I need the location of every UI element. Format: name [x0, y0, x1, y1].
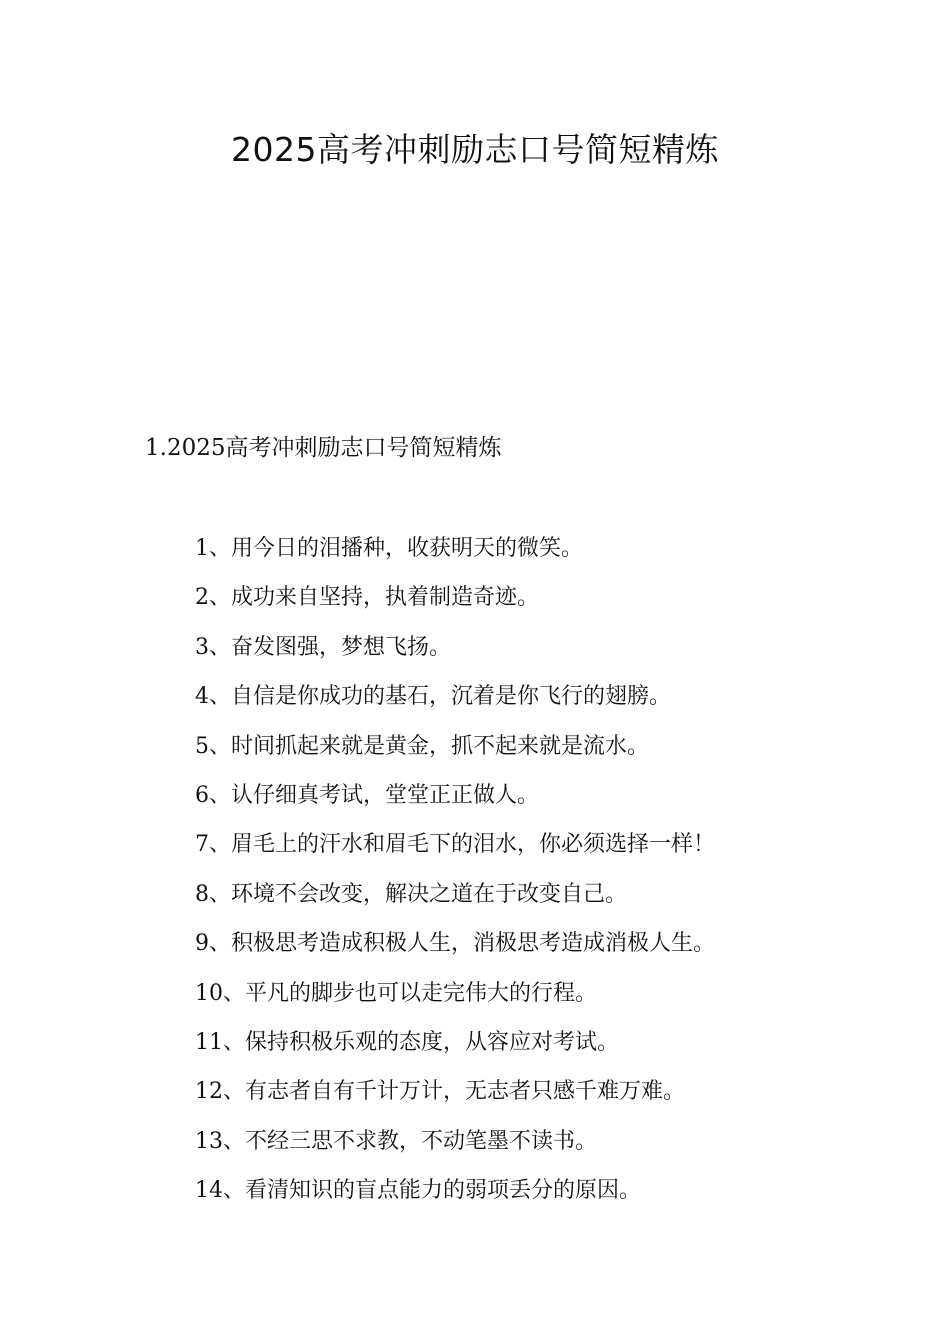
slogan-item: 10、平凡的脚步也可以走完伟大的行程。 [195, 980, 597, 1006]
slogan-item: 4、自信是你成功的基石，沉着是你飞行的翅膀。 [195, 684, 671, 710]
slogan-item: 14、看清知识的盲点能力的弱项丢分的原因。 [195, 1178, 641, 1204]
slogan-item: 5、时间抓起来就是黄金，抓不起来就是流水。 [195, 733, 649, 759]
slogan-item: 12、有志者自有千计万计，无志者只感千难万难。 [195, 1079, 685, 1105]
slogan-item: 8、环境不会改变，解决之道在于改变自己。 [195, 881, 627, 907]
slogan-list [195, 530, 715, 1221]
section-heading: 1.2025高考冲刺励志口号简短精炼 [145, 435, 502, 461]
slogan-item: 11、保持积极乐观的态度，从容应对考试。 [195, 1029, 619, 1055]
document-title: 2025高考冲刺励志口号简短精炼 [231, 130, 719, 169]
slogan-item: 6、认仔细真考试，堂堂正正做人。 [195, 782, 539, 808]
slogan-item: 2、成功来自坚持，执着制造奇迹。 [195, 585, 539, 611]
slogan-item: 13、不经三思不求教，不动笔墨不读书。 [195, 1128, 597, 1154]
slogan-item: 1、用今日的泪播种，收获明天的微笑。 [195, 536, 583, 561]
slogan-item: 9、积极思考造成积极人生，消极思考造成消极人生。 [195, 931, 715, 957]
slogan-item: 7、眉毛上的汗水和眉毛下的泪水，你必须选择一样！ [195, 832, 715, 858]
slogan-item: 3、奋发图强，梦想飞扬。 [195, 634, 451, 660]
